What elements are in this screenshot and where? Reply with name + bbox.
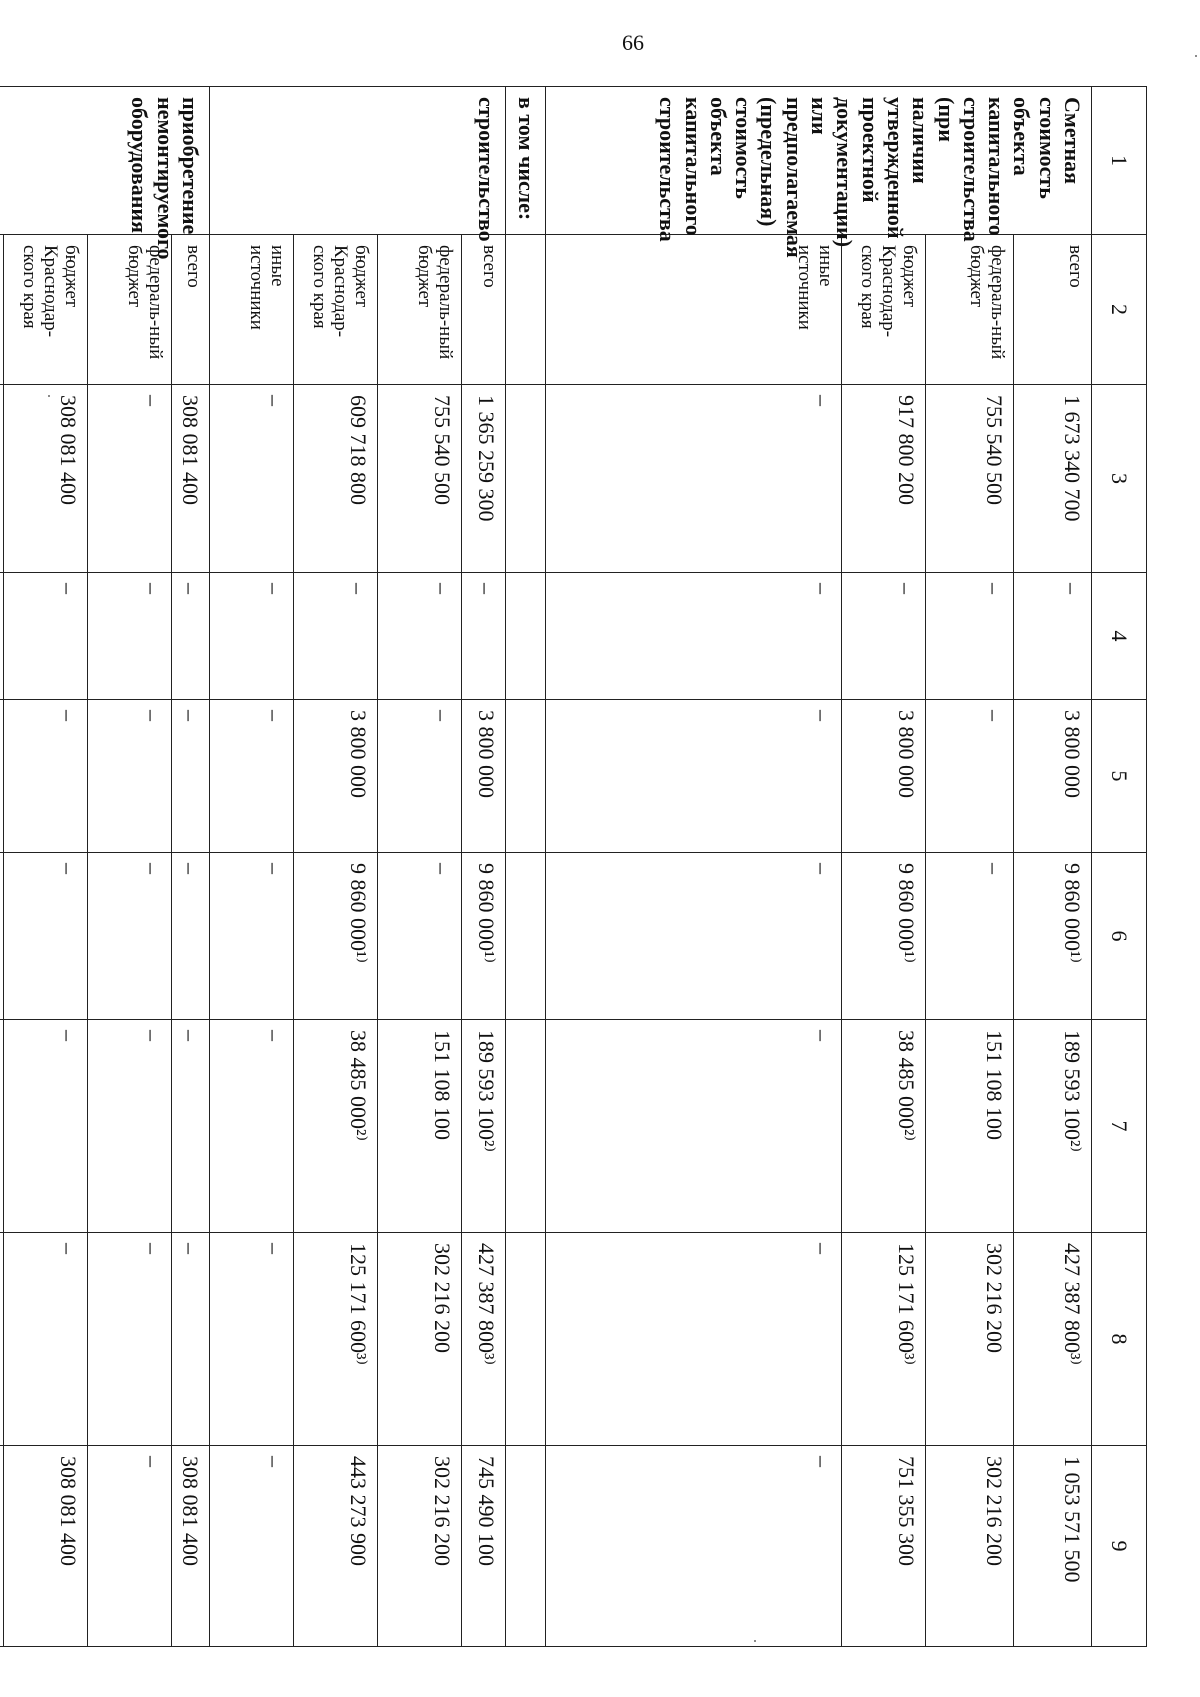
value-cell-col-3: – [546,385,842,573]
value-cell-col-9: 751 355 300 [842,1446,926,1647]
value-cell-col-3: 308 081 400 [3,385,87,573]
value-cell-col-9: 443 273 900 [294,1446,378,1647]
value-cell-col-7: 189 593 100²⁾ [1014,1020,1092,1233]
value-cell-col-7: – [546,1020,842,1233]
value-cell-col-4: – [546,573,842,700]
value-cell-col-6: 9 860 000¹⁾ [462,853,506,1020]
value-cell-col-4: – [87,573,171,700]
column-number-5: 5 [1092,700,1147,853]
row-label: Сметная стоимость объекта капитального строительства (при наличии утвержденной проектной документации) или предполагаемая (предельная) стоимость объекта капитального строительства [546,87,1092,235]
value-cell-col-6: – [171,853,209,1020]
value-cell-col-8: 125 171 600³⁾ [294,1233,378,1446]
empty-cell [506,700,546,853]
value-cell-col-6: 9 860 000¹⁾ [842,853,926,1020]
value-cell-col-9: 302 216 200 [378,1446,462,1647]
value-cell-col-8: – [171,1233,209,1446]
value-cell-col-7: 38 485 000²⁾ [842,1020,926,1233]
value-cell-col-3: 1 365 259 300 [462,385,506,573]
column-number-1: 1 [1092,87,1147,235]
table-row [926,87,1014,1647]
value-cell-col-9: – [87,1446,171,1647]
empty-cell [506,853,546,1020]
table-row [171,87,209,1647]
rotated-table-container [18,86,1147,1646]
funding-source-cell: бюджет Краснодар-ского края [3,235,87,385]
empty-cell [506,1233,546,1446]
value-cell-col-9: 308 081 400 [171,1446,209,1647]
table-row [546,87,842,1647]
table-row [842,87,926,1647]
value-cell-col-6: – [87,853,171,1020]
funding-source-cell: бюджет Краснодар-ского края [842,235,926,385]
value-cell-col-5: 3 800 000 [842,700,926,853]
value-cell-col-9: 302 216 200 [926,1446,1014,1647]
funding-source-cell: бюджет Краснодар-ского края [294,235,378,385]
value-cell-col-3: 1 673 340 700 [1014,385,1092,573]
value-cell-col-8: – [3,1233,87,1446]
table-row [1014,87,1092,1647]
value-cell-col-5: – [378,700,462,853]
value-cell-col-7: – [87,1020,171,1233]
page-number: 66 [622,30,644,55]
value-cell-col-6: 9 860 000¹⁾ [1014,853,1092,1020]
value-cell-col-7: – [171,1020,209,1233]
value-cell-col-5: 3 800 000 [1014,700,1092,853]
table-row [0,87,3,1647]
value-cell-col-3: 609 718 800 [294,385,378,573]
column-number-4: 4 [1092,573,1147,700]
value-cell-col-7: 151 108 100 [378,1020,462,1233]
value-cell-col-4: – [294,573,378,700]
value-cell-col-5: – [210,700,294,853]
financing-table [0,86,1147,1647]
value-cell-col-7: – [3,1020,87,1233]
empty-cell [506,1020,546,1233]
value-cell-col-9: 745 490 100 [462,1446,506,1647]
value-cell-col-3: – [87,385,171,573]
value-cell-col-6: – [378,853,462,1020]
column-number-8: 8 [1092,1233,1147,1446]
value-cell-col-6: – [926,853,1014,1020]
value-cell-col-3 [0,385,3,573]
empty-cell [506,1446,546,1647]
value-cell-col-7: 189 593 100²⁾ [462,1020,506,1233]
value-cell-col-8: 427 387 800³⁾ [1014,1233,1092,1446]
value-cell-col-9: 1 053 571 500 [1014,1446,1092,1647]
funding-source-cell: всего [462,235,506,385]
scan-speck [754,1640,756,1642]
empty-cell [506,235,546,385]
value-cell-col-5: 3 800 000 [294,700,378,853]
row-label: строительство [210,87,506,235]
funding-source-cell: иные источники [546,235,842,385]
value-cell-col-4: – [842,573,926,700]
scan-speck [1195,55,1197,57]
value-cell-col-8 [0,1233,3,1446]
scan-speck [48,395,50,397]
value-cell-col-8: – [87,1233,171,1446]
value-cell-col-9: – [546,1446,842,1647]
value-cell-col-4: – [462,573,506,700]
empty-cell [506,573,546,700]
column-number-6: 6 [1092,853,1147,1020]
value-cell-col-4: – [3,573,87,700]
subheader-row [506,87,546,1647]
value-cell-col-9: 308 081 400 [3,1446,87,1647]
value-cell-col-7 [0,1020,3,1233]
value-cell-col-8: – [546,1233,842,1446]
column-number-2: 2 [1092,235,1147,385]
value-cell-col-4 [0,573,3,700]
value-cell-col-3: 917 800 200 [842,385,926,573]
value-cell-col-4: – [171,573,209,700]
table-row [3,87,87,1647]
column-number-7: 7 [1092,1020,1147,1233]
value-cell-col-8: – [210,1233,294,1446]
funding-source-cell: федераль-ный бюджет [926,235,1014,385]
value-cell-col-6: – [210,853,294,1020]
value-cell-col-9 [0,1446,3,1647]
funding-source-cell: всего [171,235,209,385]
value-cell-col-5: 3 800 000 [462,700,506,853]
value-cell-col-9: – [210,1446,294,1647]
value-cell-col-3: – [210,385,294,573]
value-cell-col-8: 302 216 200 [378,1233,462,1446]
header-row [1092,87,1147,1647]
column-number-9: 9 [1092,1446,1147,1647]
row-label: в том числе: [506,87,546,235]
empty-cell [506,385,546,573]
value-cell-col-4: – [1014,573,1092,700]
table-row [378,87,462,1647]
value-cell-col-6: – [546,853,842,1020]
value-cell-col-5: – [546,700,842,853]
row-label: приобретение немонтируемого оборудования [0,87,210,235]
value-cell-col-7: 38 485 000²⁾ [294,1020,378,1233]
value-cell-col-7: 151 108 100 [926,1020,1014,1233]
value-cell-col-5 [0,700,3,853]
funding-source-cell: федераль-ный бюджет [378,235,462,385]
table-row [87,87,171,1647]
value-cell-col-3: 755 540 500 [378,385,462,573]
table-row [294,87,378,1647]
value-cell-col-6: 9 860 000¹⁾ [294,853,378,1020]
table-row [462,87,506,1647]
value-cell-col-5: – [171,700,209,853]
value-cell-col-3: 308 081 400 [171,385,209,573]
value-cell-col-8: 125 171 600³⁾ [842,1233,926,1446]
value-cell-col-6: – [3,853,87,1020]
value-cell-col-4: – [210,573,294,700]
value-cell-col-8: 427 387 800³⁾ [462,1233,506,1446]
value-cell-col-4: – [926,573,1014,700]
funding-source-cell: федераль-ный бюджет [87,235,171,385]
value-cell-col-6 [0,853,3,1020]
value-cell-col-4: – [378,573,462,700]
table-row [210,87,294,1647]
value-cell-col-7: – [210,1020,294,1233]
funding-source-cell [0,235,3,385]
funding-source-cell: иные источники [210,235,294,385]
funding-source-cell: всего [1014,235,1092,385]
value-cell-col-3: 755 540 500 [926,385,1014,573]
value-cell-col-5: – [87,700,171,853]
column-number-3: 3 [1092,385,1147,573]
value-cell-col-5: – [926,700,1014,853]
value-cell-col-5: – [3,700,87,853]
value-cell-col-8: 302 216 200 [926,1233,1014,1446]
